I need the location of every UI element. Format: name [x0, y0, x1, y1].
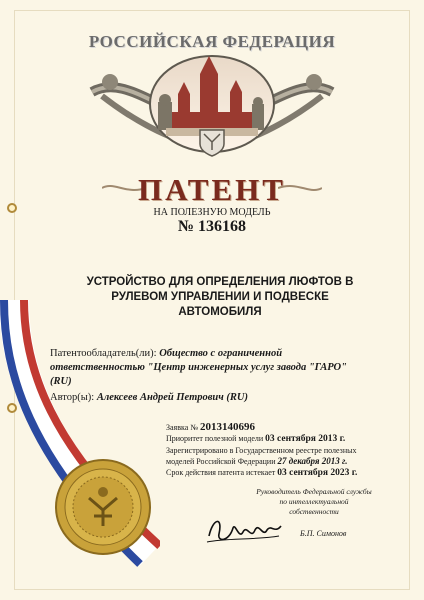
- expiry-date: 03 сентября 2023 г.: [277, 468, 358, 478]
- patent-subtitle: НА ПОЛЕЗНУЮ МОДЕЛЬ: [153, 207, 271, 218]
- author-name: Алексеев Андрей Петрович (RU): [96, 392, 248, 403]
- registered-label: моделей Российской Федерации: [166, 457, 276, 466]
- application-number: 2013140696: [199, 421, 255, 433]
- country-heading: РОССИЙСКАЯ ФЕДЕРАЦИЯ: [88, 32, 336, 51]
- patent-number: № 136168: [177, 218, 247, 235]
- priority-label: Приоритет полезной модели: [166, 434, 264, 443]
- holder-country: (RU): [50, 376, 72, 387]
- application-line: [166, 422, 366, 433]
- priority-date: 03 сентября 2013 г.: [265, 434, 346, 444]
- handwritten-signature: [205, 512, 285, 548]
- priority-line: [166, 434, 366, 444]
- signatory-title-line1: Руководитель Федеральной службы: [256, 487, 372, 496]
- author-label: Автор(ы):: [50, 392, 95, 403]
- holder-label: Патентообладатель(ли):: [50, 348, 157, 359]
- registered-line1: Зарегистрировано в Государственном реестре полезных: [166, 446, 357, 455]
- signatory-title-line2: по интеллектуальной собственности: [279, 497, 349, 516]
- invention-title: УСТРОЙСТВО ДЛЯ ОПРЕДЕЛЕНИЯ ЛЮФТОВ В РУЛЕВОМ УПРАВЛЕНИИ И ПОДВЕСКЕ АВТОМОБИЛЯ: [86, 276, 354, 318]
- patent-title: ПАТЕНТ: [138, 172, 286, 207]
- holder-name-line1: Общество с ограниченной: [159, 348, 283, 359]
- expiry-line: [166, 468, 366, 478]
- kremlin-emblem: [88, 52, 336, 164]
- holder-name-line2: ответственностью "Центр инженерных услуг завода "ГАРО": [50, 362, 347, 373]
- signer-name: Б.П. Симонов: [300, 529, 347, 538]
- expiry-label: Срок действия патента истекает: [166, 468, 276, 477]
- application-label: Заявка №: [166, 423, 198, 432]
- registered-date: 27 декабря 2013 г.: [277, 456, 348, 466]
- official-seal: [54, 458, 152, 556]
- ornament-right: [278, 181, 322, 195]
- registered-line2: [166, 456, 366, 467]
